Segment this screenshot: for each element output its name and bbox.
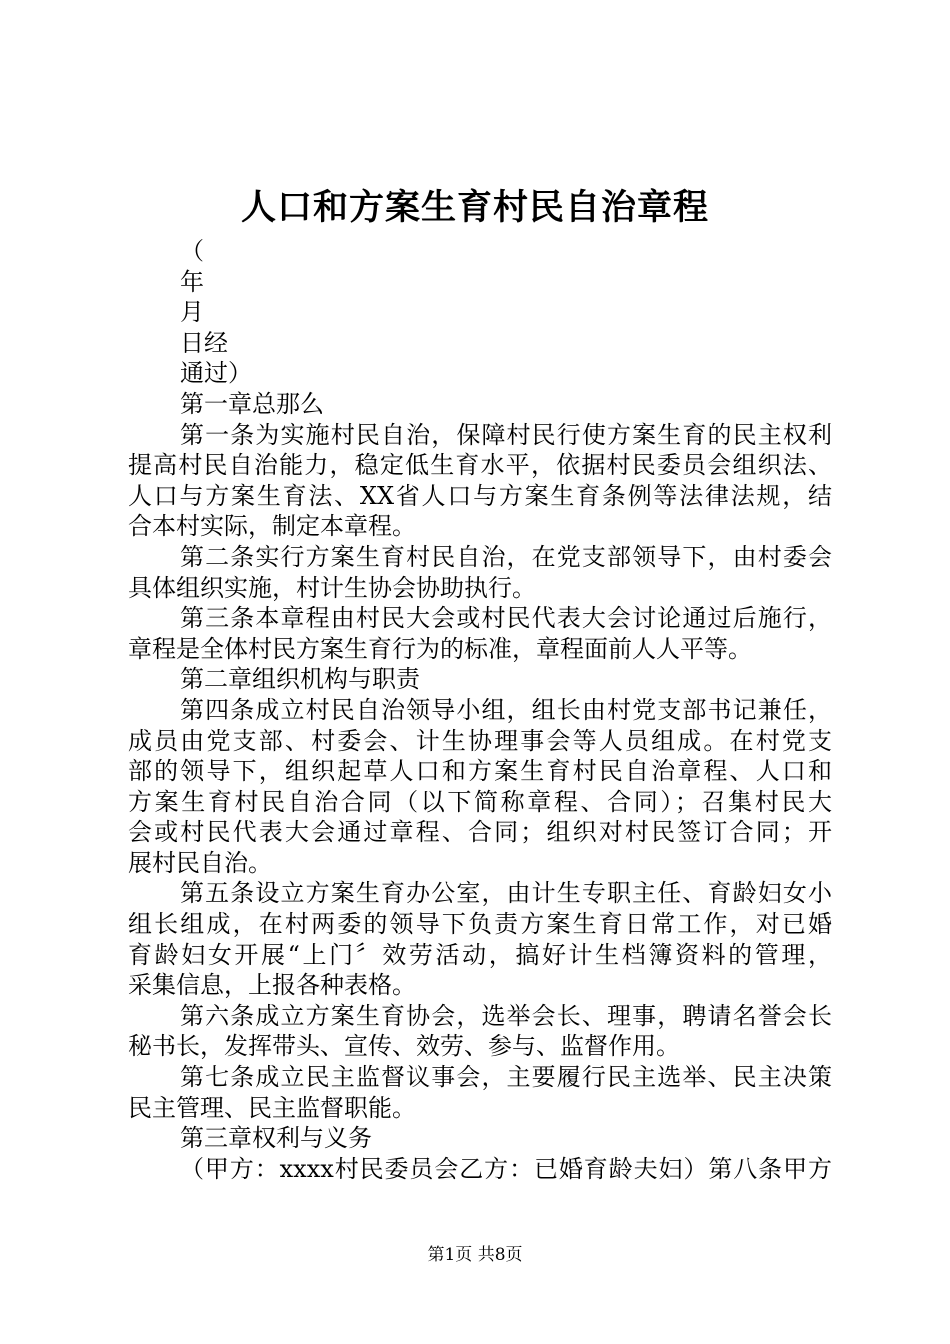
- text-line: 采集信息，上报各种表格。: [128, 971, 416, 1000]
- text-line: 育龄妇女开展“上门〞效劳活动，搞好计生档簿资料的管理，: [128, 940, 832, 969]
- text-line: 第四条成立村民自治领导小组，组长由村党支部书记兼任，: [180, 695, 832, 724]
- text-line: 第六条成立方案生育协会，选举会长、理事，聘请名誉会长: [180, 1001, 832, 1030]
- text-line: 通过）: [180, 359, 252, 388]
- text-line: 章程是全体村民方案生育行为的标准，章程面前人人平等。: [128, 634, 752, 663]
- page-footer: 第1页 共8页: [427, 1245, 523, 1265]
- text-line: 第一章总那么: [180, 389, 324, 418]
- text-line: 人口与方案生育法、XX省人口与方案生育条例等法律法规，结: [128, 481, 832, 510]
- document-body: [128, 236, 832, 1184]
- text-line: （甲方：xxxx村民委员会乙方：已婚育龄夫妇）第八条甲方: [180, 1154, 832, 1183]
- text-line: 展村民自治。: [128, 848, 272, 877]
- text-line: 第五条设立方案生育办公室，由计生专职主任、育龄妇女小: [180, 879, 832, 908]
- text-line: 第三条本章程由村民大会或村民代表大会讨论通过后施行，: [180, 604, 832, 633]
- text-line: 合本村实际，制定本章程。: [128, 512, 416, 541]
- text-line: 秘书长，发挥带头、宣传、效劳、参与、监督作用。: [128, 1032, 680, 1061]
- text-line: 年: [180, 267, 204, 296]
- text-line: 第二章组织机构与职责: [180, 665, 420, 694]
- text-line: 会或村民代表大会通过章程、合同；组织对村民签订合同；开: [128, 818, 832, 847]
- text-line: （: [180, 237, 204, 265]
- document-title: 人口和方案生育村民自治章程: [240, 187, 709, 228]
- text-line: 第一条为实施村民自治，保障村民行使方案生育的民主权利: [180, 420, 832, 449]
- text-line: 成员由党支部、村委会、计生协理事会等人员组成。在村党支: [128, 726, 832, 755]
- text-line: 第七条成立民主监督议事会，主要履行民主选举、民主决策: [180, 1063, 832, 1092]
- text-line: 第二条实行方案生育村民自治，在党支部领导下，由村委会: [180, 542, 832, 571]
- text-line: 组长组成，在村两委的领导下负责方案生育日常工作，对已婚: [128, 910, 832, 939]
- text-line: 月: [180, 298, 204, 327]
- text-line: 民主管理、民主监督职能。: [128, 1093, 416, 1122]
- text-line: 具体组织实施，村计生协会协助执行。: [128, 573, 536, 602]
- text-line: 第三章权利与义务: [180, 1124, 372, 1153]
- text-line: 部的领导下，组织起草人口和方案生育村民自治章程、人口和: [128, 757, 832, 786]
- text-line: 方案生育村民自治合同（以下简称章程、合同）；召集村民大: [128, 787, 832, 816]
- text-line: 提高村民自治能力，稳定低生育水平，依据村民委员会组织法、: [128, 451, 832, 480]
- text-line: 日经: [180, 328, 228, 357]
